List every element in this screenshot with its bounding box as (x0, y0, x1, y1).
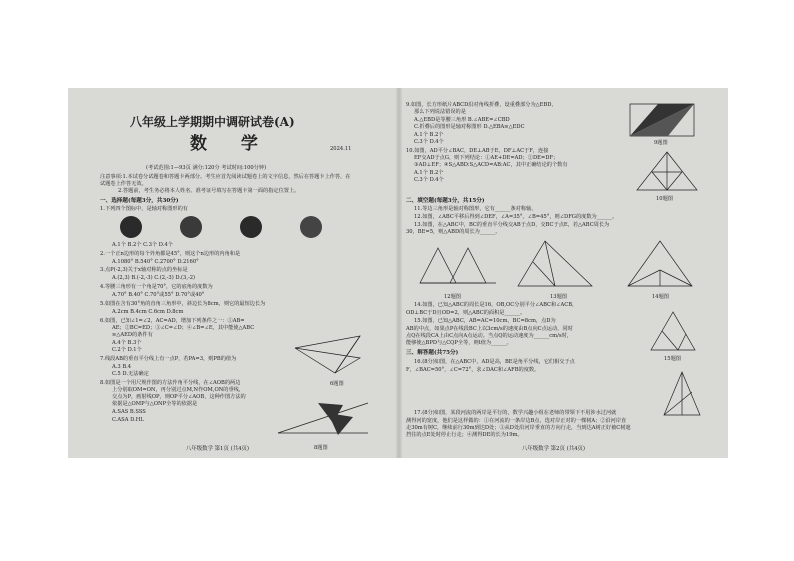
figure-9-diagram (628, 100, 698, 145)
answer-options: A.4个 B.3个 (112, 340, 142, 346)
question-text: 依据是△OMP与△ONP全等的依据是 (112, 401, 198, 407)
question-text: 挡住的点E处时停止行走；④测得DE的长为19m。 (406, 432, 523, 438)
page-2 (400, 88, 728, 458)
question-text: 1.下列四个图标中，是轴对称图形的有 (100, 206, 188, 212)
question-text: 10.如图，AD平分∠BAC，DE⊥AB于E，DF⊥AC于F，连接 (406, 148, 549, 154)
question-text: 4.等腰三角形有一个角是70°，它的底角的度数为 (100, 284, 213, 290)
question-text: 11.等边三角形是轴对称图形，它有______条对称轴。 (414, 206, 537, 212)
question-text: AE；②BC=ED；③∠C=∠D；④∠B=∠E，其中能使△ABC (112, 325, 255, 331)
figure-14-diagram (625, 238, 695, 290)
answer-options: C.折叠后的图形是轴对称图形 D.△EBA≌△EDC (414, 124, 525, 130)
question-text: 16.(8分)如图，在△ABC中，AD是高，BE是角平分线，它们相交于点 (414, 359, 575, 365)
question-text: ≌△AED的条件有 (112, 332, 153, 338)
figure-12-diagram (418, 243, 498, 288)
figure-13-diagram (515, 238, 595, 290)
answer-options: A.SAS B.SSS (112, 409, 146, 415)
question-text: 13.如图，在△ABC中，BC的垂直平分线交AB于点D，交BC于点E，若△ABC周长为 (414, 222, 610, 228)
answer-options: A.△EBD是等腰三角形 B.∠ABE=∠CBD (414, 117, 510, 123)
question-text: 交点为P，画射线OP，则OP平分∠AOB，这种作图方法的 (112, 394, 246, 400)
question-text: 8.如图是一个用尺规作图的方法作角平分线，在∠AOB的两边 (100, 380, 241, 386)
answer-options: A.1080° B.540° C.2700° D.2160° (112, 259, 199, 265)
recycle-arrows-icon (180, 216, 202, 238)
figure-caption: 15题图 (664, 356, 681, 362)
answer-options: A.1个 B.2个 C.3个 D.4个 (112, 242, 173, 248)
question-text: 6.如图，已知∠1=∠2，AC=AD，增加下列条件之一：①AB= (100, 318, 245, 324)
answer-options: C.5 D.无法确定 (112, 371, 149, 377)
exam-paper (68, 88, 728, 458)
exam-date: 2024.11 (330, 146, 352, 152)
notice-line: 试题卷上作答无效。 (100, 181, 147, 187)
question-text: 测得河的宽度，他们是这样做的：①在河流的一条岸边B点，选对岸正对的一棵树A；②沿河岸直 (406, 418, 627, 424)
figure-8-diagram (273, 393, 373, 443)
question-text: 14.如图，已知△ABC的周长是16，OB,OC分别平分∠ABC和∠ACB， (414, 302, 578, 308)
answer-options: C.3个 D.4个 (414, 139, 444, 145)
figure-caption: 8题图 (314, 445, 328, 451)
answer-options: A.70° B.40° C.70°或55° D.70°或40° (112, 292, 205, 298)
recycle-logo-icon (120, 216, 142, 238)
question-text: 点Q在线段CA上由C点向A点运动。当点Q的运动速度为______cm/s时， (406, 333, 572, 339)
question-text: 7.线段AB的垂直平分线上有一点P，若PA=3，则PB的值为 (100, 356, 237, 362)
section-heading: 三、解答题(共75分) (406, 350, 459, 356)
figure-15-diagram (648, 310, 698, 355)
answer-options: A.1个 B.2个 (414, 170, 444, 176)
question-text: ③AD⊥EF；④S△ABD:S△ACD=AB:AC，其中正确结论的个数有 (414, 162, 568, 168)
page-1 (68, 88, 398, 458)
question-text: 2.一个正n边形的每个外角都是45°，则这个n边形的内角和是 (100, 251, 241, 257)
figure-10-diagram (632, 150, 702, 195)
subject-heading: 数 学 (190, 134, 272, 154)
question-text: 能够使△BPD与△CQP全等，则t值为______。 (406, 340, 512, 346)
answer-options: A.3 B.4 (112, 364, 132, 370)
answer-options: C.ASA D.HL (112, 417, 144, 423)
figure-6-diagram (290, 328, 380, 383)
section-heading: 二、填空题(每题3分，共15分) (406, 198, 485, 204)
question-text: OD⊥BC于D且OD=2，则△ABC的面积是______。 (406, 310, 526, 316)
page-footer: 八年级数学 第2页 (共4页) (522, 446, 586, 452)
exam-title: 八年级上学期期中调研试卷(A) (130, 115, 295, 129)
wave-logo-icon (300, 216, 322, 238)
figure-caption: 9题图 (654, 140, 668, 146)
figure-caption: 10题图 (656, 196, 673, 202)
notice-line: 注意事项:1.本试卷分试题卷和答题卡两部分。考生应首先阅读试题卷上的文字信息，然后在答题卡上作答，在 (100, 174, 351, 180)
figure-caption: 13题图 (550, 294, 567, 300)
question-text: 12.如图，∠ABC平移后得到∠DEF，∠A=35°，∠B=45°，则∠DFG的度数为______。 (414, 214, 618, 220)
question-text: 5.如图在含有30°角的直角三角形中，斜边长为8cm，则它的最短边长为 (100, 301, 266, 307)
figure-caption: 12题图 (444, 294, 461, 300)
question-text: 3.点P(-2,3)关于x轴对称的点的坐标是 (100, 267, 188, 273)
question-text: 15.如图，已知△ABC，AB=AC=10cm，BC=8cm，点D为 (414, 318, 556, 324)
section-heading: 一、选择题(每题3分，共30分) (100, 198, 179, 204)
page-footer: 八年级数学 第1页 (共4页) (186, 446, 250, 452)
answer-options: A.(2,3) B.(-2,-3) C.(2,-3) D.(3,-2) (112, 275, 196, 281)
question-text: 那么下列说法错误的是 (414, 109, 466, 115)
emblem-logo-icon (240, 216, 262, 238)
figure-16-diagram (662, 370, 702, 420)
question-text: EF交AD于点G，则下列结论：①AE+DE=AD；②DE=DF； (414, 155, 559, 161)
figure-caption: 14题图 (652, 294, 669, 300)
question-text: F，∠BAC=50°，∠C=72°，求∠DAC和∠AFB的度数。 (406, 367, 540, 373)
answer-options: A.2cm B.4cm C.6cm D.8cm (112, 309, 184, 315)
question-text: 30，BE=5，则△ABD的周长为______。 (406, 229, 501, 235)
answer-options: C.3个 D.4个 (414, 177, 444, 183)
question-text: AB的中点，如果点P在线段BC上以3cm/s的速度由B点向C点运动，同时 (406, 326, 573, 332)
question-text: 17.(8分)如图，某段河流的两岸是平行的，数学兴趣小组在老师的带领下不用涉水过河就 (414, 410, 617, 416)
exam-info: (考试范围:1—93页 满分:120分 考试时间:100分钟) (146, 165, 267, 171)
question-text: 走30m有树C，继续前行30m到达D处；③从D处沿河岸垂直的方向行走，当到达A树正好被C树遮 (406, 425, 631, 431)
answer-options: C.2个 D.1个 (112, 347, 142, 353)
question-text: 9.如图，长方形纸片ABCD沿对角线折叠，设重叠部分为△EBD， (406, 102, 557, 108)
notice-line: 2.答题前，考生务必将本人姓名、准考证号填写在答题卡第一面的指定位置上。 (118, 188, 300, 194)
question-text: 上分别取OM=ON，再分别过点M,N作OM,ON的垂线， (112, 387, 245, 393)
figure-caption: 6题图 (330, 381, 344, 387)
answer-options: A.1个 B.2个 (414, 132, 444, 138)
